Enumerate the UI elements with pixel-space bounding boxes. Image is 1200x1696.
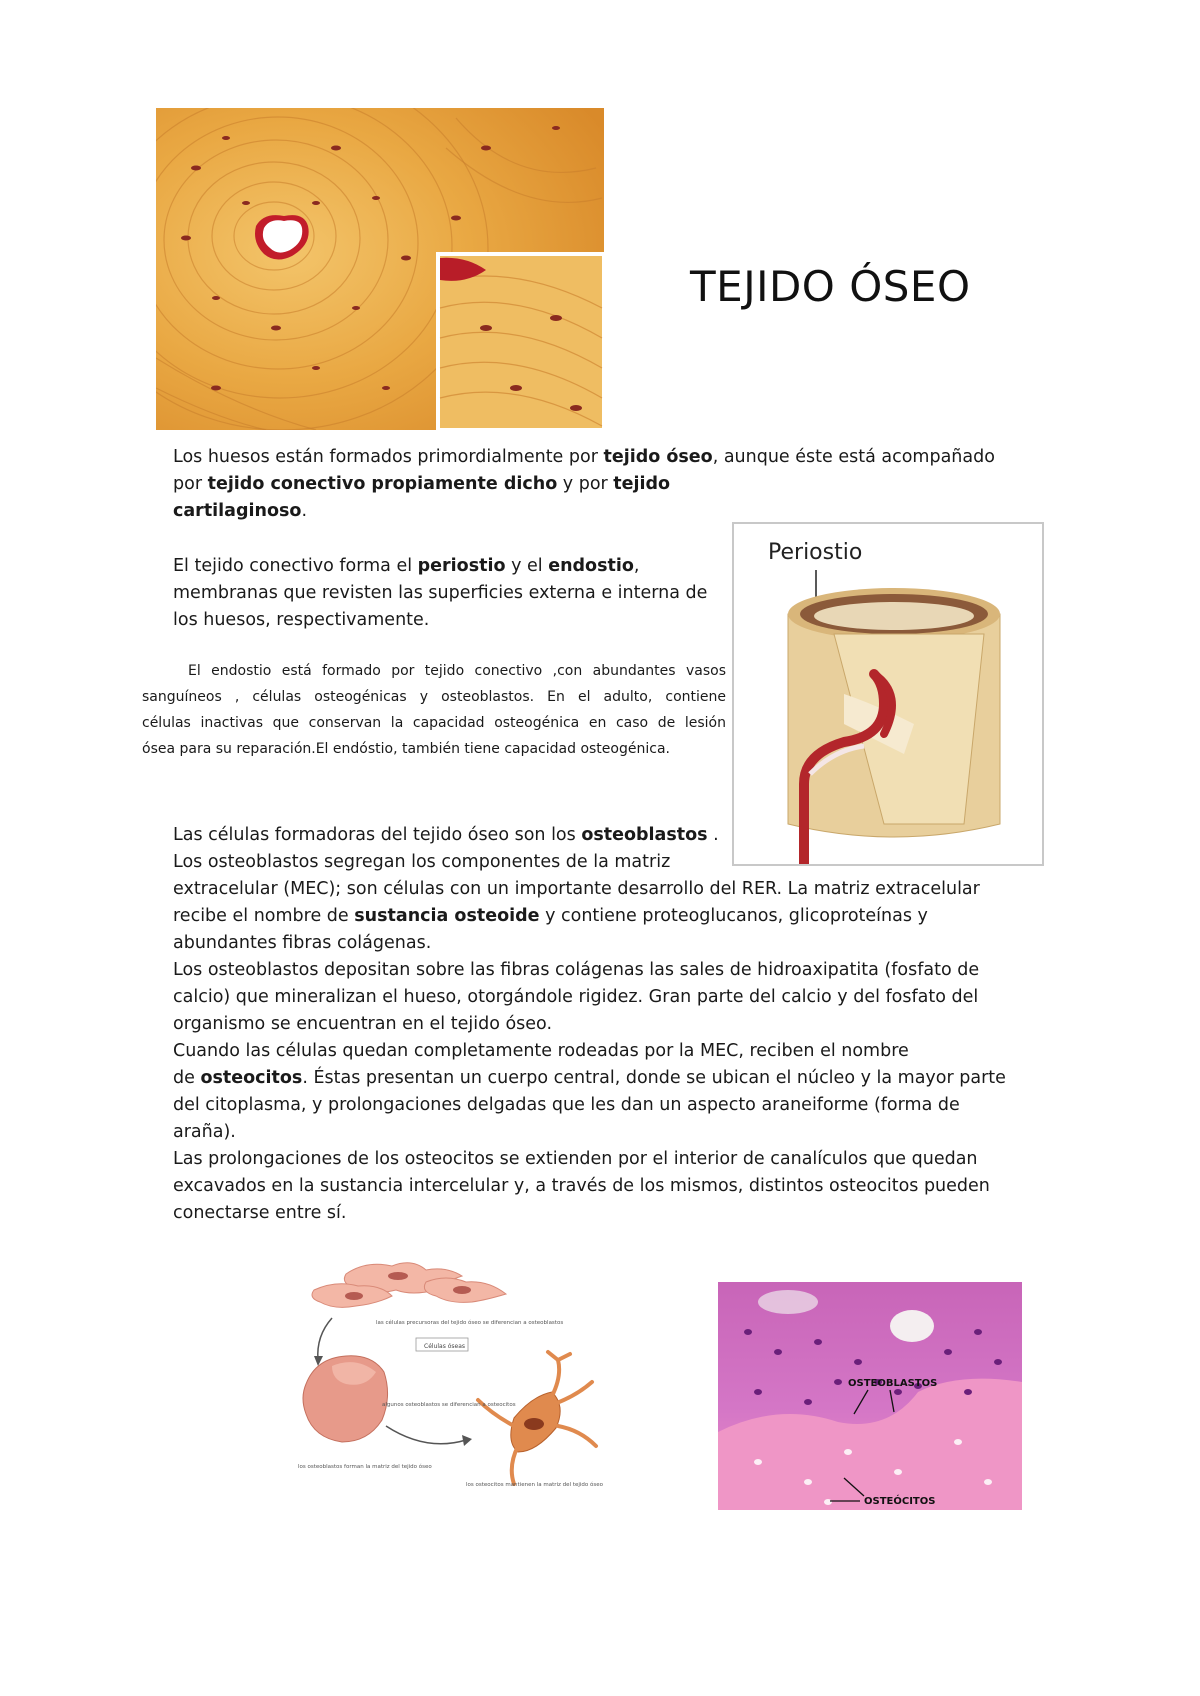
cells-caption-3: los osteoblastos forman la matriz del tejido óseo — [298, 1464, 432, 1470]
osteo-line-3: extracelular (MEC); son células con un importante desarrollo del RER. La matriz extracelular — [173, 879, 980, 899]
bone-micrograph-svg — [156, 108, 604, 430]
cells-caption-4: los osteocitos mantienen la matriz del tejido óseo — [466, 1482, 604, 1488]
periostio-diagram — [734, 524, 1042, 864]
osteo-line-14: excavados en la sustancia intercelular y, a través de los mismos, distintos osteocitos pueden — [173, 1176, 990, 1196]
bone-micrograph — [156, 108, 604, 430]
bone-cells-diagram — [296, 1256, 616, 1506]
histo-label-osteocitos: OSTEÓCITOS — [864, 1496, 936, 1507]
endostio-line-4: ósea para su reparación.El endóstio, también tiene capacidad osteogénica. — [142, 741, 670, 757]
intro-line-1: Los huesos están formados primordialmente por tejido óseo, aunque éste está acompañado — [173, 447, 995, 467]
intro-paragraph — [173, 444, 1053, 525]
histology-micrograph — [718, 1282, 1022, 1510]
osteo-line-10: de osteocitos. Éstas presentan un cuerpo central, donde se ubican el núcleo y la mayor parte — [173, 1068, 1006, 1088]
osteo-line-6: Los osteoblastos depositan sobre las fibras colágenas las sales de hidroaxipatita (fosfato de — [173, 960, 980, 980]
osteo-line-1: Las células formadoras del tejido óseo son los osteoblastos . — [173, 825, 719, 845]
intro-line-2: por tejido conectivo propiamente dicho y por tejido — [173, 474, 671, 494]
cells-caption-box: Células óseas — [424, 1343, 466, 1350]
page-title: TEJIDO ÓSEO — [690, 262, 971, 311]
cells-caption-2: algunos osteoblastos se diferencian a osteocitos — [382, 1402, 516, 1408]
periostio-line-2: membranas que revisten las superficies externa e interna de — [173, 583, 708, 603]
endostio-line-2: sanguíneos , células osteogénicas y osteoblastos. En el adulto, contiene — [142, 689, 726, 705]
osteo-line-4: recibe el nombre de sustancia osteoide y contiene proteoglucanos, glicoproteínas y — [173, 906, 928, 926]
endostio-line-3: células inactivas que conservan la capacidad osteogénica en caso de lesión — [142, 715, 726, 731]
histology-svg — [718, 1282, 1022, 1510]
osteo-line-9: Cuando las células quedan completamente rodeadas por la MEC, reciben el nombre — [173, 1041, 909, 1061]
osteo-line-7: calcio) que mineralizan el hueso, otorgándole rigidez. Gran parte del calcio y del fosfato del — [173, 987, 979, 1007]
osteo-line-8: organismo se encuentran en el tejido óseo. — [173, 1014, 553, 1034]
osteo-line-11: del citoplasma, y prolongaciones delgadas que les dan un aspecto araneiforme (forma de — [173, 1095, 960, 1115]
periostio-label: Periostio — [768, 540, 863, 565]
osteo-line-12: araña). — [173, 1122, 236, 1142]
osteoblastos-paragraph — [173, 822, 1053, 1227]
cells-caption-1: las células precursoras del tejido óseo se diferencian a osteoblastos — [376, 1320, 564, 1326]
osteo-line-15: conectarse entre sí. — [173, 1203, 347, 1223]
osteo-line-5: abundantes fibras colágenas. — [173, 933, 432, 953]
endostio-paragraph — [142, 658, 726, 762]
osteo-line-13: Las prolongaciones de los osteocitos se extienden por el interior de canalículos que quedan — [173, 1149, 978, 1169]
osteo-line-2: Los osteoblastos segregan los componentes de la matriz — [173, 852, 671, 872]
periostio-line-3: los huesos, respectivamente. — [173, 610, 430, 630]
periostio-line-1: El tejido conectivo forma el periostio y el endostio, — [173, 556, 640, 576]
intro-line-3: cartilaginoso. — [173, 501, 308, 521]
histo-label-osteoblastos: OSTEOBLASTOS — [848, 1378, 938, 1389]
bone-cells-svg — [296, 1256, 616, 1506]
periostio-figure — [732, 522, 1044, 866]
endostio-line-1: El endostio está formado por tejido conectivo ,con abundantes vasos — [188, 663, 726, 679]
periostio-paragraph — [173, 553, 733, 634]
